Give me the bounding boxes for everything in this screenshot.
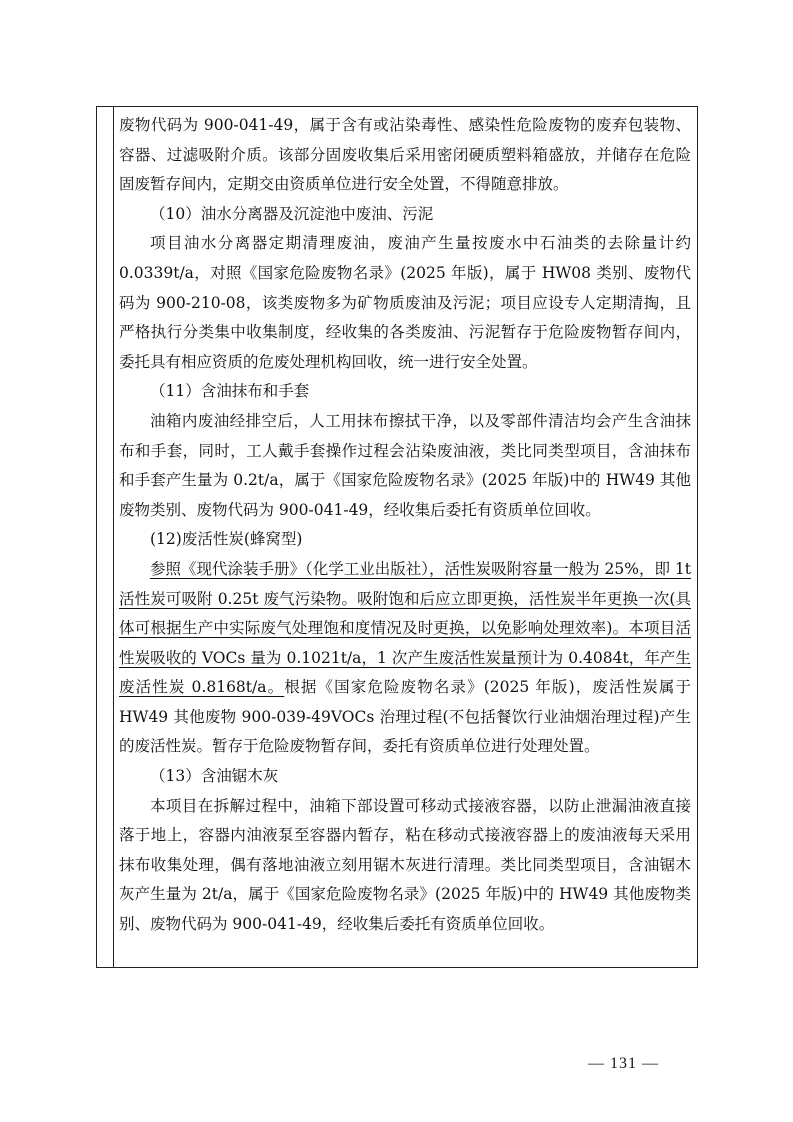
content-cell [119,111,691,940]
page-number: — 131 — [588,1055,659,1072]
section-12-rest-text: 根据《国家危险废物名录》(2025 年版)，废活性炭属于 HW49 其他废物 900-039-49VOCs 治理过程(不包括餐饮行业油烟治理过程)产生的废活性炭。暂存于危险废物暂存间，委托有资质单位进行处理处置。 [119,678,691,756]
section-12-underlined-text: 参照《现代涂装手册》（化学工业出版社），活性炭吸附容量一般为 25%，即 1t 活性炭可吸附 0.25t 废气污染物。吸附饱和后应立即更换，活性炭半年更换一次(具体可根据生产中实际废气处理饱和度情况及时更换，以免影响处理效率)。本项目活性炭吸收的 VOCs 量为 0.1021t/a，1 次产生废活性炭量预计为 0.4084t，年产生废活性炭 0.8168t/a。 [119,559,691,697]
section-13-heading: （13）含油锯木灰 [150,767,279,786]
intro-paragraph: 废物代码为 900-041-49，属于含有或沾染毒性、感染性危险废物的废弃包装物、容器、过滤吸附介质。该部分固废收集后采用密闭硬质塑料箱盛放，并储存在危险固废暂存间内，定期交由资质单位进行安全处置，不得随意排放。 [119,116,691,194]
section-11-heading: （11）含油抹布和手套 [150,382,310,401]
section-11-body: 油箱内废油经排空后，人工用抹布擦拭干净，以及零部件清洁均会产生含油抹布和手套，同时，工人戴手套操作过程会沾染废油液，类比同类型项目，含油抹布和手套产生量为 0.2t/a，属于《国家危险废物名录》(2025 年版)中的 HW49 其他废物类别、废物代码为 900-041-49，经收集后委托有资质单位回收。 [119,411,691,519]
content-table-frame [96,106,698,968]
section-10-body: 项目油水分离器定期清理废油，废油产生量按废水中石油类的去除量计约 0.0339t/a，对照《国家危险废物名录》(2025 年版)，属于 HW08 类别、废物代码为 900-210-08，该类废物多为矿物质废油及污泥；项目应设专人定期清掏，且严格执行分类集中收集制度，经收集的各类废油、污泥暂存于危险废物暂存间内，委托具有相应资质的危废处理机构回收，统一进行安全处置。 [119,234,691,371]
section-12-heading: (12)废活性炭(蜂窝型) [150,530,303,549]
left-column-divider [113,107,114,967]
section-12-body [119,555,691,762]
section-13-body: 本项目在拆解过程中，油箱下部设置可移动式接液容器，以防止泄漏油液直接落于地上，容器内油液泵至容器内暂存，粘在移动式接液容器上的废油液每天采用抹布收集处理，偶有落地油液立刻用锯木灰进行清理。类比同类型项目，含油锯木灰产生量为 2t/a，属于《国家危险废物名录》(2025 年版)中的 HW49 其他废物类别、废物代码为 900-041-49，经收集后委托有资质单位回收。 [119,796,691,934]
section-10-heading: （10）油水分离器及沉淀池中废油、污泥 [150,204,434,223]
